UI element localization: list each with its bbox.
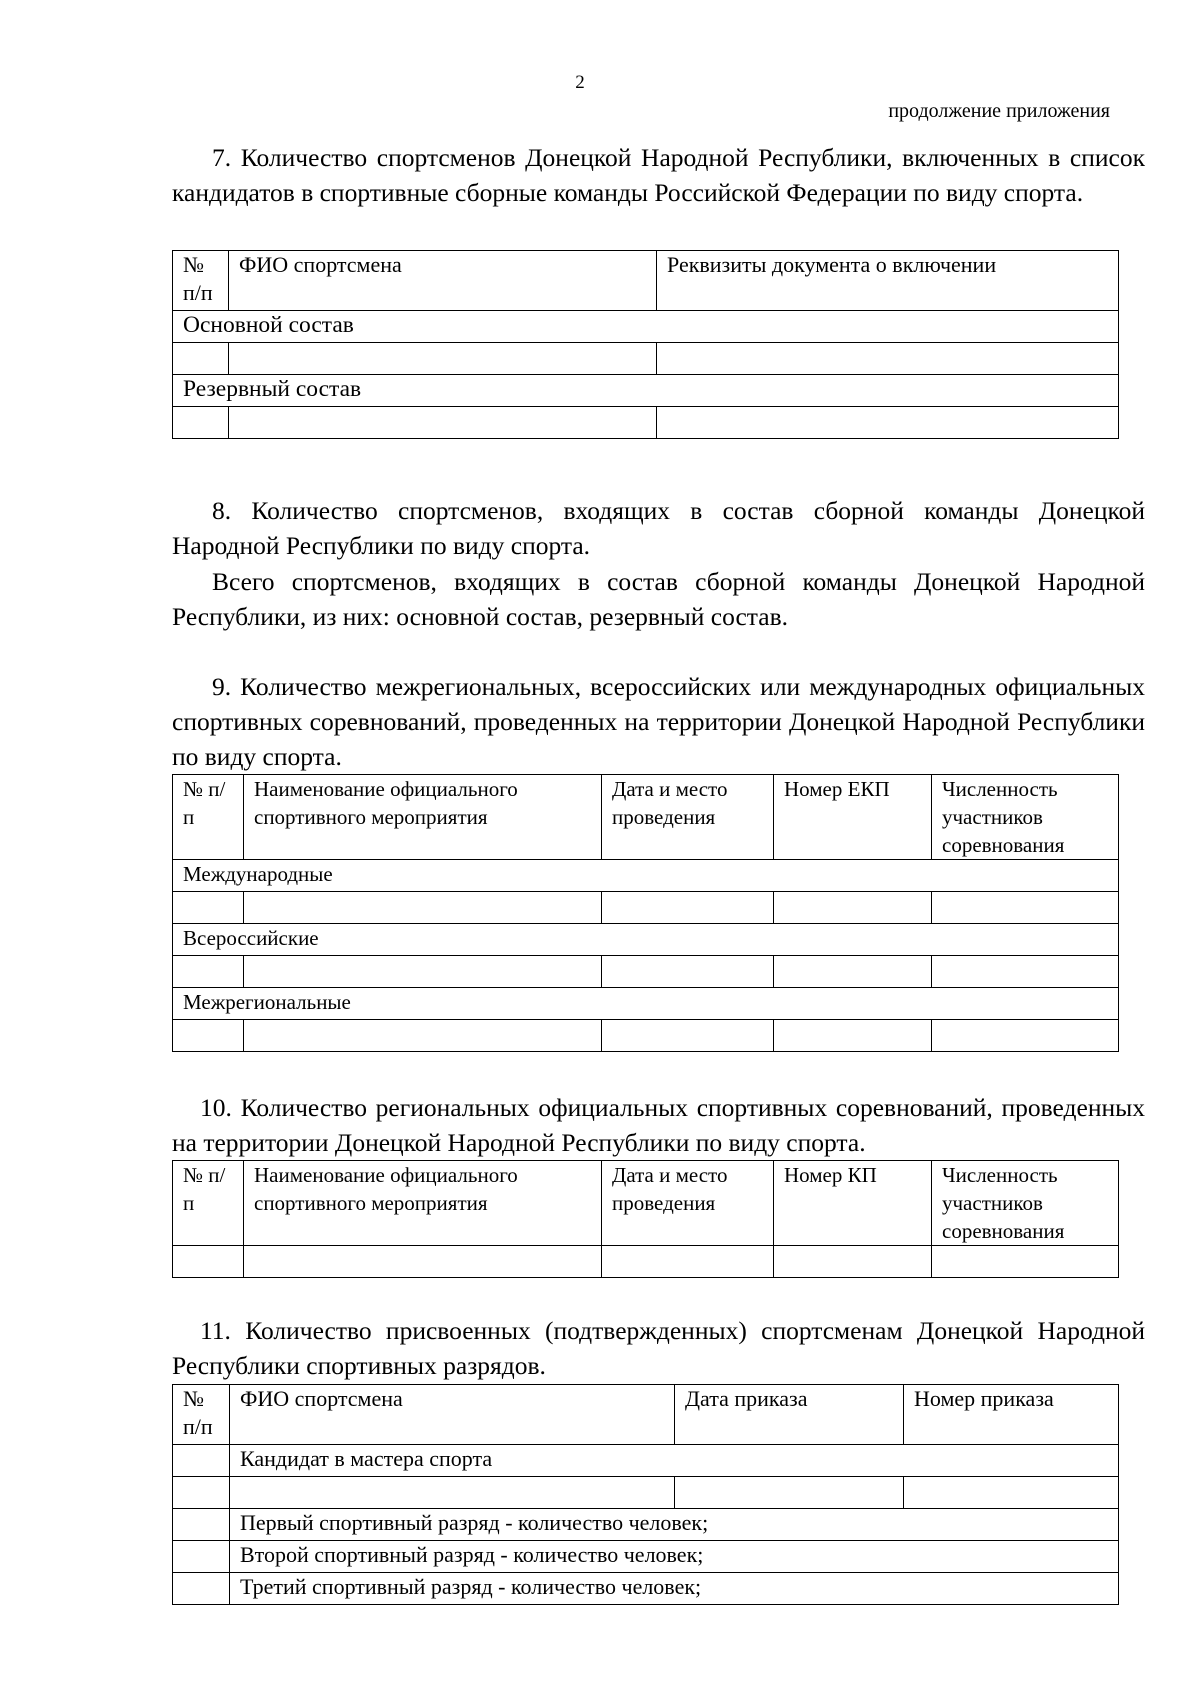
- header-ekp-number: Номер ЕКП: [774, 775, 932, 860]
- header-athlete-name: ФИО спортсмена: [229, 251, 657, 311]
- table-row: [173, 1477, 1119, 1509]
- group-main-roster: Основной состав: [173, 311, 1119, 343]
- table-row: [173, 956, 1119, 988]
- header-number: № п/п: [173, 775, 244, 860]
- section-8-text: 8. Количество спортсменов, входящих в состав сборной команды Донецкой Народной Республики по виду спорта.: [172, 496, 1145, 560]
- header-number: № п/п: [173, 251, 229, 311]
- section-7-table: [172, 250, 1119, 439]
- page-number: 2: [575, 72, 585, 93]
- header-participants: Численность участников соревнования: [932, 1161, 1119, 1246]
- section-10-table: [172, 1160, 1119, 1278]
- header-kp-number: Номер КП: [774, 1161, 932, 1246]
- group-interregional: Межрегиональные: [173, 988, 1119, 1020]
- rank-first: Первый спортивный разряд - количество человек;: [230, 1509, 1119, 1541]
- section-10-text: 10. Количество региональных официальных спортивных соревнований, проведенных на территории Донецкой Народной Республики по виду спорта.: [172, 1093, 1145, 1157]
- header-number: № п/п: [173, 1385, 230, 1445]
- section-8-total-text: Всего спортсменов, входящих в состав сборной команды Донецкой Народной Республики, из них: основной состав, резервный состав.: [172, 567, 1145, 631]
- header-order-date: Дата приказа: [675, 1385, 904, 1445]
- table-row: [173, 1020, 1119, 1052]
- group-master-candidate: Кандидат в мастера спорта: [230, 1445, 1119, 1477]
- header-order-number: Номер приказа: [904, 1385, 1119, 1445]
- table-row: [173, 407, 1119, 439]
- table-row: [173, 892, 1119, 924]
- header-number: № п/п: [173, 1161, 244, 1246]
- header-participants: Численность участников соревнования: [932, 775, 1119, 860]
- header-event-name: Наименование официального спортивного мероприятия: [244, 775, 602, 860]
- header-event-name: Наименование официального спортивного мероприятия: [244, 1161, 602, 1246]
- group-international: Международные: [173, 860, 1119, 892]
- section-11-table: [172, 1384, 1119, 1605]
- header-athlete-name: ФИО спортсмена: [230, 1385, 675, 1445]
- table-row: [173, 343, 1119, 375]
- section-7-text: 7. Количество спортсменов Донецкой Народной Республики, включенных в список кандидатов в спортивные сборные команды Российской Федерации по виду спорта.: [172, 143, 1145, 207]
- section-9-text: 9. Количество межрегиональных, всероссийских или международных официальных спортивных соревнований, проведенных на территории Донецкой Народной Республики по виду спорта.: [172, 672, 1145, 771]
- header-date-place: Дата и место проведения: [602, 1161, 774, 1246]
- table-row: [173, 1246, 1119, 1278]
- header-document-details: Реквизиты документа о включении: [657, 251, 1119, 311]
- section-11-text: 11. Количество присвоенных (подтвержденных) спортсменам Донецкой Народной Республики спортивных разрядов.: [172, 1316, 1145, 1380]
- continuation-note: продолжение приложения: [888, 100, 1110, 122]
- rank-second: Второй спортивный разряд - количество человек;: [230, 1541, 1119, 1573]
- rank-third: Третий спортивный разряд - количество человек;: [230, 1573, 1119, 1605]
- section-9-table: [172, 774, 1119, 1052]
- group-all-russian: Всероссийские: [173, 924, 1119, 956]
- group-reserve-roster: Резервный состав: [173, 375, 1119, 407]
- header-date-place: Дата и место проведения: [602, 775, 774, 860]
